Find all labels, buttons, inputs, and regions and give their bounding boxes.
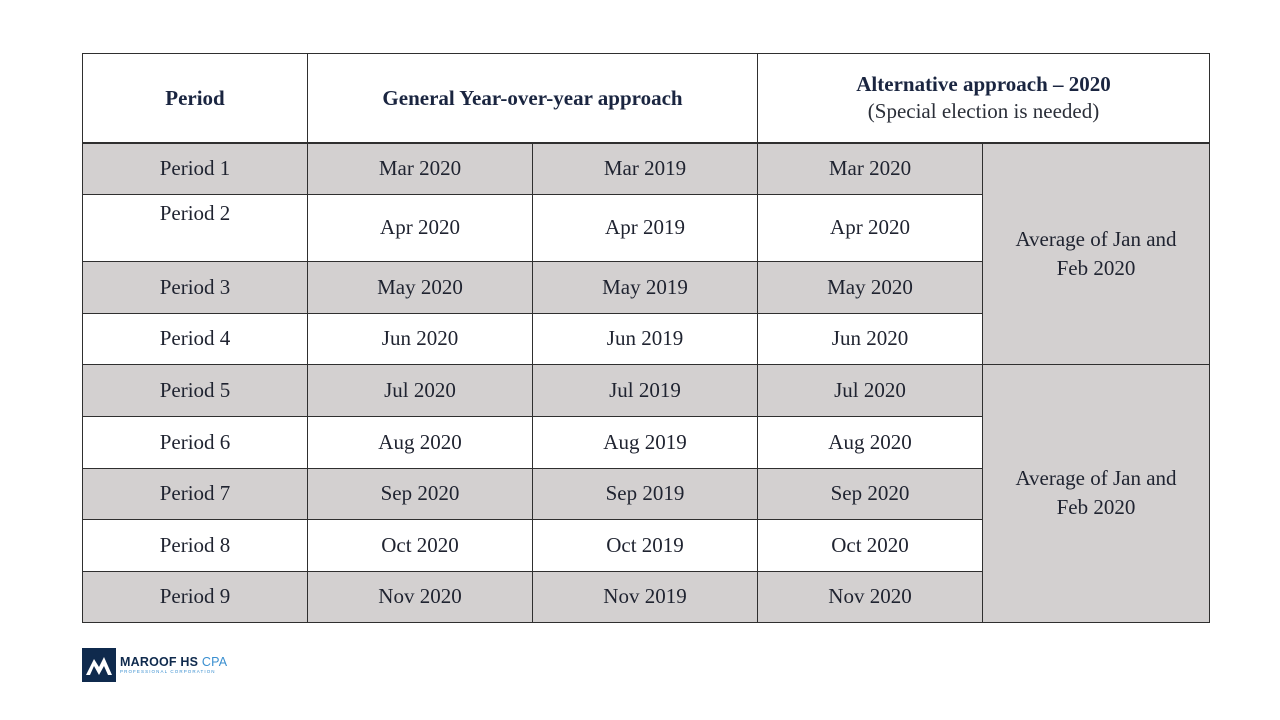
- alt-reference-cell-2: [983, 364, 1210, 622]
- alt-period-cell: Apr 2020: [758, 194, 983, 261]
- current-period-cell: Jul 2020: [308, 364, 533, 416]
- logo-name: MAROOF HS CPA: [120, 654, 228, 669]
- period-cell: Period 6: [83, 416, 308, 468]
- current-period-cell: Aug 2020: [308, 416, 533, 468]
- prior-year-cell: Jul 2019: [533, 364, 758, 416]
- period-cell: Period 7: [83, 468, 308, 519]
- period-cell: Period 8: [83, 519, 308, 571]
- current-period-cell: Sep 2020: [308, 468, 533, 519]
- prior-year-cell: Oct 2019: [533, 519, 758, 571]
- alt-period-cell: Jun 2020: [758, 313, 983, 364]
- logo-text: [120, 656, 227, 675]
- alt-approach-title: Alternative approach – 2020: [856, 72, 1111, 96]
- prior-year-cell: Nov 2019: [533, 571, 758, 622]
- maroof-mountain-icon: [82, 648, 116, 682]
- logo-tagline: PROFESSIONAL CORPORATION: [120, 669, 216, 674]
- comparison-table: [82, 53, 1210, 623]
- table-row: [83, 364, 1210, 416]
- header-general-approach: General Year-over-year approach: [308, 54, 758, 144]
- alt-approach-subtitle: (Special election is needed): [867, 99, 1100, 123]
- prior-year-cell: Jun 2019: [533, 313, 758, 364]
- company-logo: [82, 648, 227, 682]
- period-cell: Period 4: [83, 313, 308, 364]
- prior-year-cell: Apr 2019: [533, 194, 758, 261]
- current-period-cell: Oct 2020: [308, 519, 533, 571]
- alt-period-cell: Mar 2020: [758, 143, 983, 194]
- alt-period-cell: Sep 2020: [758, 468, 983, 519]
- header-period: Period: [83, 54, 308, 144]
- period-cell: Period 3: [83, 261, 308, 313]
- alt-period-cell: May 2020: [758, 261, 983, 313]
- alt-reference-cell-1: [983, 143, 1210, 364]
- header-row: [83, 54, 1210, 144]
- header-alternative-approach: [758, 54, 1210, 144]
- current-period-cell: Apr 2020: [308, 194, 533, 261]
- logo-cpa: CPA: [201, 654, 228, 669]
- current-period-cell: Jun 2020: [308, 313, 533, 364]
- period-cell: Period 1: [83, 143, 308, 194]
- alt-reference-text: Average of Jan and Feb 2020: [1015, 226, 1177, 280]
- period-cell: Period 9: [83, 571, 308, 622]
- period-cell: Period 5: [83, 364, 308, 416]
- alt-period-cell: Aug 2020: [758, 416, 983, 468]
- alt-period-cell: Oct 2020: [758, 519, 983, 571]
- alt-period-cell: Jul 2020: [758, 364, 983, 416]
- alt-period-cell: Nov 2020: [758, 571, 983, 622]
- prior-year-cell: Aug 2019: [533, 416, 758, 468]
- current-period-cell: May 2020: [308, 261, 533, 313]
- alt-reference-text: Average of Jan and Feb 2020: [1015, 466, 1177, 519]
- prior-year-cell: Mar 2019: [533, 143, 758, 194]
- prior-year-cell: Sep 2019: [533, 468, 758, 519]
- current-period-cell: Mar 2020: [308, 143, 533, 194]
- current-period-cell: Nov 2020: [308, 571, 533, 622]
- table-row: [83, 143, 1210, 194]
- prior-year-cell: May 2019: [533, 261, 758, 313]
- period-cell: Period 2: [83, 194, 308, 261]
